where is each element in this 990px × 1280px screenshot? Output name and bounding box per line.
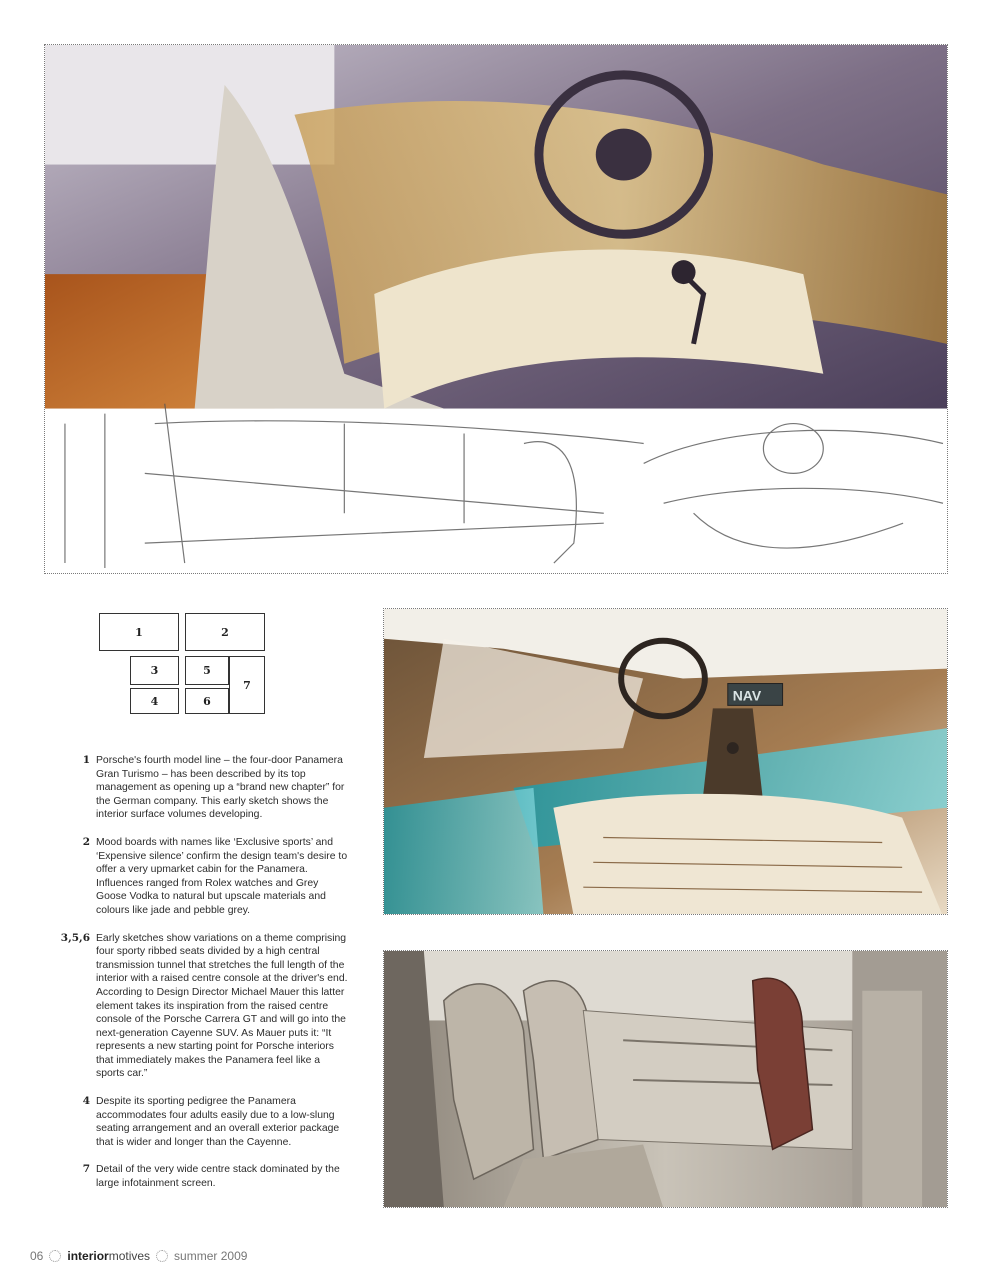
caption-item bbox=[30, 932, 352, 1082]
caption-number: 4 bbox=[82, 1095, 90, 1108]
caption-number: 7 bbox=[82, 1163, 90, 1176]
figure-key-6: 6 bbox=[185, 688, 229, 714]
figure-key-7: 7 bbox=[229, 656, 265, 714]
caption-item bbox=[30, 1095, 352, 1149]
page-number: 06 bbox=[30, 1249, 44, 1263]
seating-buck-photo-image bbox=[383, 950, 948, 1208]
figure-key-1: 1 bbox=[99, 613, 179, 651]
caption-text: Porsche's fourth model line – the four-door Panamera Gran Turismo – has been described by its top management as opening up a “brand new chapter” for the German company. This early sketch shows the interior surface volumes developing. bbox=[96, 755, 345, 821]
cabin-rendering-image bbox=[383, 608, 948, 915]
caption-number: 2 bbox=[82, 835, 90, 848]
caption-number: 3,5,6 bbox=[60, 931, 90, 944]
magazine-brand-bold: interior bbox=[67, 1249, 109, 1263]
page-footer bbox=[30, 1247, 247, 1265]
caption-text: Early sketches show variations on a theme comprising four sporty ribbed seats divided by a high central transmission tunnel that stretches the full length of the interior with a raised centre console at the driver's end. According to Design Director Michael Mauer this latter element takes its inspiration from the raised centre console of the Porsche Carrera GT and will go into the next-generation Cayenne SUV. As Mauer puts it: “It represents a new starting point for Porsche interiors that immediately makes the Panamera feel like a sports car.” bbox=[96, 932, 348, 1080]
caption-text: Detail of the very wide centre stack dominated by the large infotainment screen. bbox=[96, 1164, 340, 1190]
caption-item bbox=[30, 754, 352, 822]
nav-screen-label: NAV bbox=[732, 687, 762, 704]
figure-key-2: 2 bbox=[185, 613, 265, 651]
figure-key-3: 3 bbox=[130, 656, 179, 685]
caption-text: Mood boards with names like ‘Exclusive sports’ and ‘Expensive silence’ confirm the design team's desire to offer a very upmarket cabin for the Panamera. Influences ranged from Rolex watches and Grey Goose Vodka to natural but upscale materials and colours like jade and pebble grey. bbox=[96, 836, 348, 916]
caption-number: 1 bbox=[82, 754, 90, 766]
dotted-circle-icon bbox=[156, 1250, 168, 1262]
issue-date: summer 2009 bbox=[174, 1249, 248, 1263]
caption-list bbox=[30, 754, 352, 1205]
figure-key-5: 5 bbox=[185, 656, 229, 685]
top-interior-sketch-image bbox=[44, 44, 948, 574]
magazine-brand-light: motives bbox=[108, 1249, 151, 1263]
caption-item bbox=[30, 1163, 352, 1190]
dotted-circle-icon bbox=[49, 1250, 61, 1262]
figure-key-4: 4 bbox=[130, 688, 179, 714]
caption-text: Despite its sporting pedigree the Panamera accommodates four adults easily due to a low-slung seating arrangement and an overall exterior package that is wider and longer than the Cayenne. bbox=[96, 1096, 340, 1148]
caption-item bbox=[30, 836, 352, 918]
